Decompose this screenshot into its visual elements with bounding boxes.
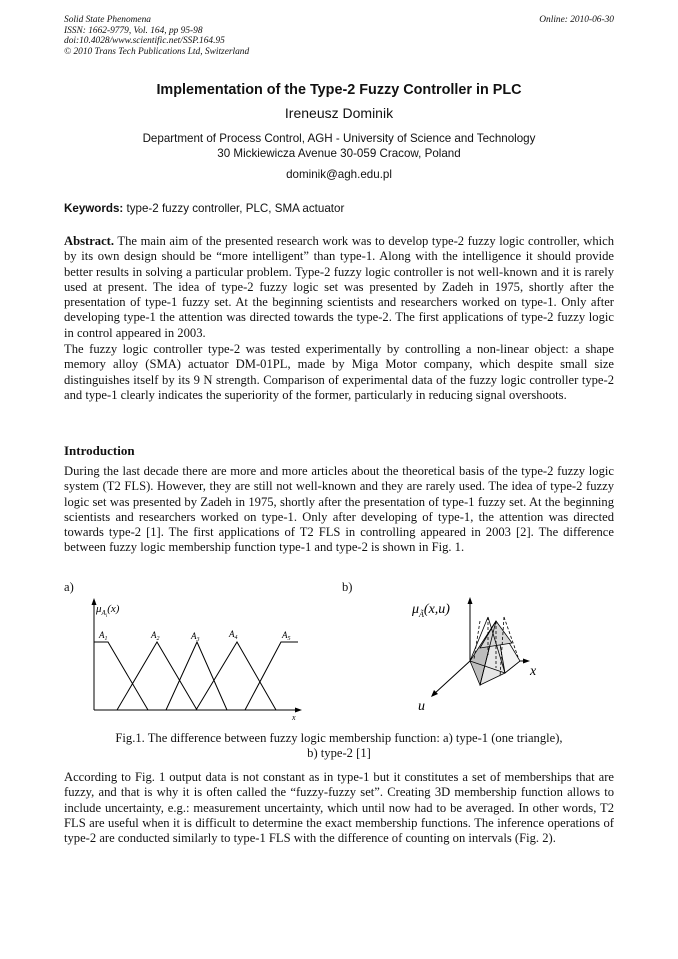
set-a3-label: $A_3$ <box>191 631 200 643</box>
keywords <box>64 202 614 215</box>
introduction-paragraph-1: During the last decade there are more and more articles about the theoretical basis of the type-2 fuzzy logic system (T2 FLS). However, they are still not well-known and they are rarely used. The idea of type-2 fuzzy logic set was presented by Zadeh in 1975, shortly after the presentation of type-1 fuzzy set. At the beginning scientists and researchers worked on type-1. Only after developing of type-1, the attention was directed towards type-2 [1]. The first applications of T2 FLS in controlling appeared in 2003 [2]. The difference between fuzzy logic membership function type-1 and type-2 is shown in Fig. 1. <box>64 464 614 555</box>
type2-surface <box>470 617 520 685</box>
set-a5-line <box>245 642 298 710</box>
set-a2-line <box>117 642 197 710</box>
copyright-line: © 2010 Trans Tech Publications Ltd, Switzerland <box>64 46 250 57</box>
figure-b-type2-membership <box>408 593 558 718</box>
set-a4-label: $A_4$ <box>229 629 238 641</box>
set-a1-line <box>94 642 148 710</box>
x-axis-3d-label: x <box>530 664 537 679</box>
u-axis <box>434 661 470 694</box>
set-a4-line <box>196 642 276 710</box>
affiliation-line-1: Department of Process Control, AGH - University of Science and Technology <box>142 132 536 145</box>
online-date: Online: 2010-06-30 <box>539 15 614 25</box>
author-email: dominik@agh.edu.pl <box>286 168 392 181</box>
u-axis-label: u <box>418 699 425 714</box>
abstract-paragraph-2: The fuzzy logic controller type-2 was tested experimentally by controlling a non-linear object: a shape memory alloy (SMA) actuator DM-01PL, made by Miga Motor company, which despite small size distinguishes itself by its 9 N strength. Comparison of experimental data of the fuzzy logic controller type-2 and type-1 clearly indicates the superiority of the former, particularly in reducing signal overshoots. <box>64 342 614 402</box>
figure-caption <box>0 731 678 762</box>
x-axis-3d-arrow-icon <box>523 659 530 664</box>
abstract-label: Abstract. <box>64 234 115 248</box>
x-axis-label: x <box>292 713 296 722</box>
caption-line-1: Fig.1. The difference between fuzzy logic membership function: a) type-1 (one triangle), <box>115 731 563 745</box>
abstract-text-1: The main aim of the presented research work was to develop type-2 fuzzy logic controller, which by its own design should be “more intelligent” than type-1. Along with the intelligence it should provide better results in solving a particular problem. Type-2 fuzzy logic controller is not well-known and it is rarely used at present. The idea of type-2 fuzzy logic set was presented by Zadeh in 1975, shortly after the presentation of type-1 fuzzy set. At the beginning scientists and researchers worked on type-1. Only after developing type-1 the attention was directed towards the type-2. The first applications of type-2 fuzzy logic in control appeared in 2003. <box>64 234 615 340</box>
x-axis-arrow-icon <box>295 708 302 713</box>
journal-name: Solid State Phenomena <box>64 15 151 25</box>
membership-functions <box>94 642 298 710</box>
set-a3-line <box>166 642 227 710</box>
paper-title: Implementation of the Type-2 Fuzzy Controller in PLC <box>156 82 522 98</box>
journal-header <box>64 15 249 57</box>
affiliation <box>0 131 678 161</box>
set-a2-label: $A_2$ <box>151 630 160 642</box>
z-axis-arrow-icon <box>468 597 473 604</box>
set-a1-label: $A_1$ <box>99 630 108 642</box>
figure-a-type1-membership <box>86 592 316 722</box>
figure-b-label: b) <box>342 580 353 594</box>
abstract-paragraph-1 <box>64 234 614 341</box>
figure-a-label: a) <box>64 580 74 594</box>
doi-line: doi:10.4028/www.scientific.net/SSP.164.95 <box>64 36 225 47</box>
keywords-label: Keywords: <box>64 202 124 215</box>
caption-line-2: b) type-2 [1] <box>307 746 371 761</box>
keywords-text: type-2 fuzzy controller, PLC, SMA actuator <box>126 202 345 215</box>
affiliation-line-2: 30 Mickiewicza Avenue 30-059 Cracow, Poland <box>217 147 461 160</box>
author-name: Ireneusz Dominik <box>284 105 394 121</box>
introduction-paragraph-2: According to Fig. 1 output data is not constant as in type-1 but it constitutes a set of memberships that are fuzzy, and that is why it is often called the “fuzzy-fuzzy set”. Creating 3D membership function allows to include uncertainty, e.g.: measurement uncertainty, which until now had to be averaged. In other words, T2 FLS are useful when it is difficult to determine the exact membership functions. The inference operations of type-2 are conducted similarly to type-1 FLS with the difference of counting on intervals (Fig. 2). <box>64 770 614 846</box>
introduction-heading: Introduction <box>64 443 135 458</box>
set-a5-label: $A_5$ <box>282 630 291 642</box>
issn-line: ISSN: 1662-9779, Vol. 164, pp 95-98 <box>64 25 203 36</box>
z-axis-label: $\mu_Ã(x,u)$ <box>412 602 450 619</box>
y-axis-label: $\mu_Ai(x)$ <box>96 603 120 619</box>
